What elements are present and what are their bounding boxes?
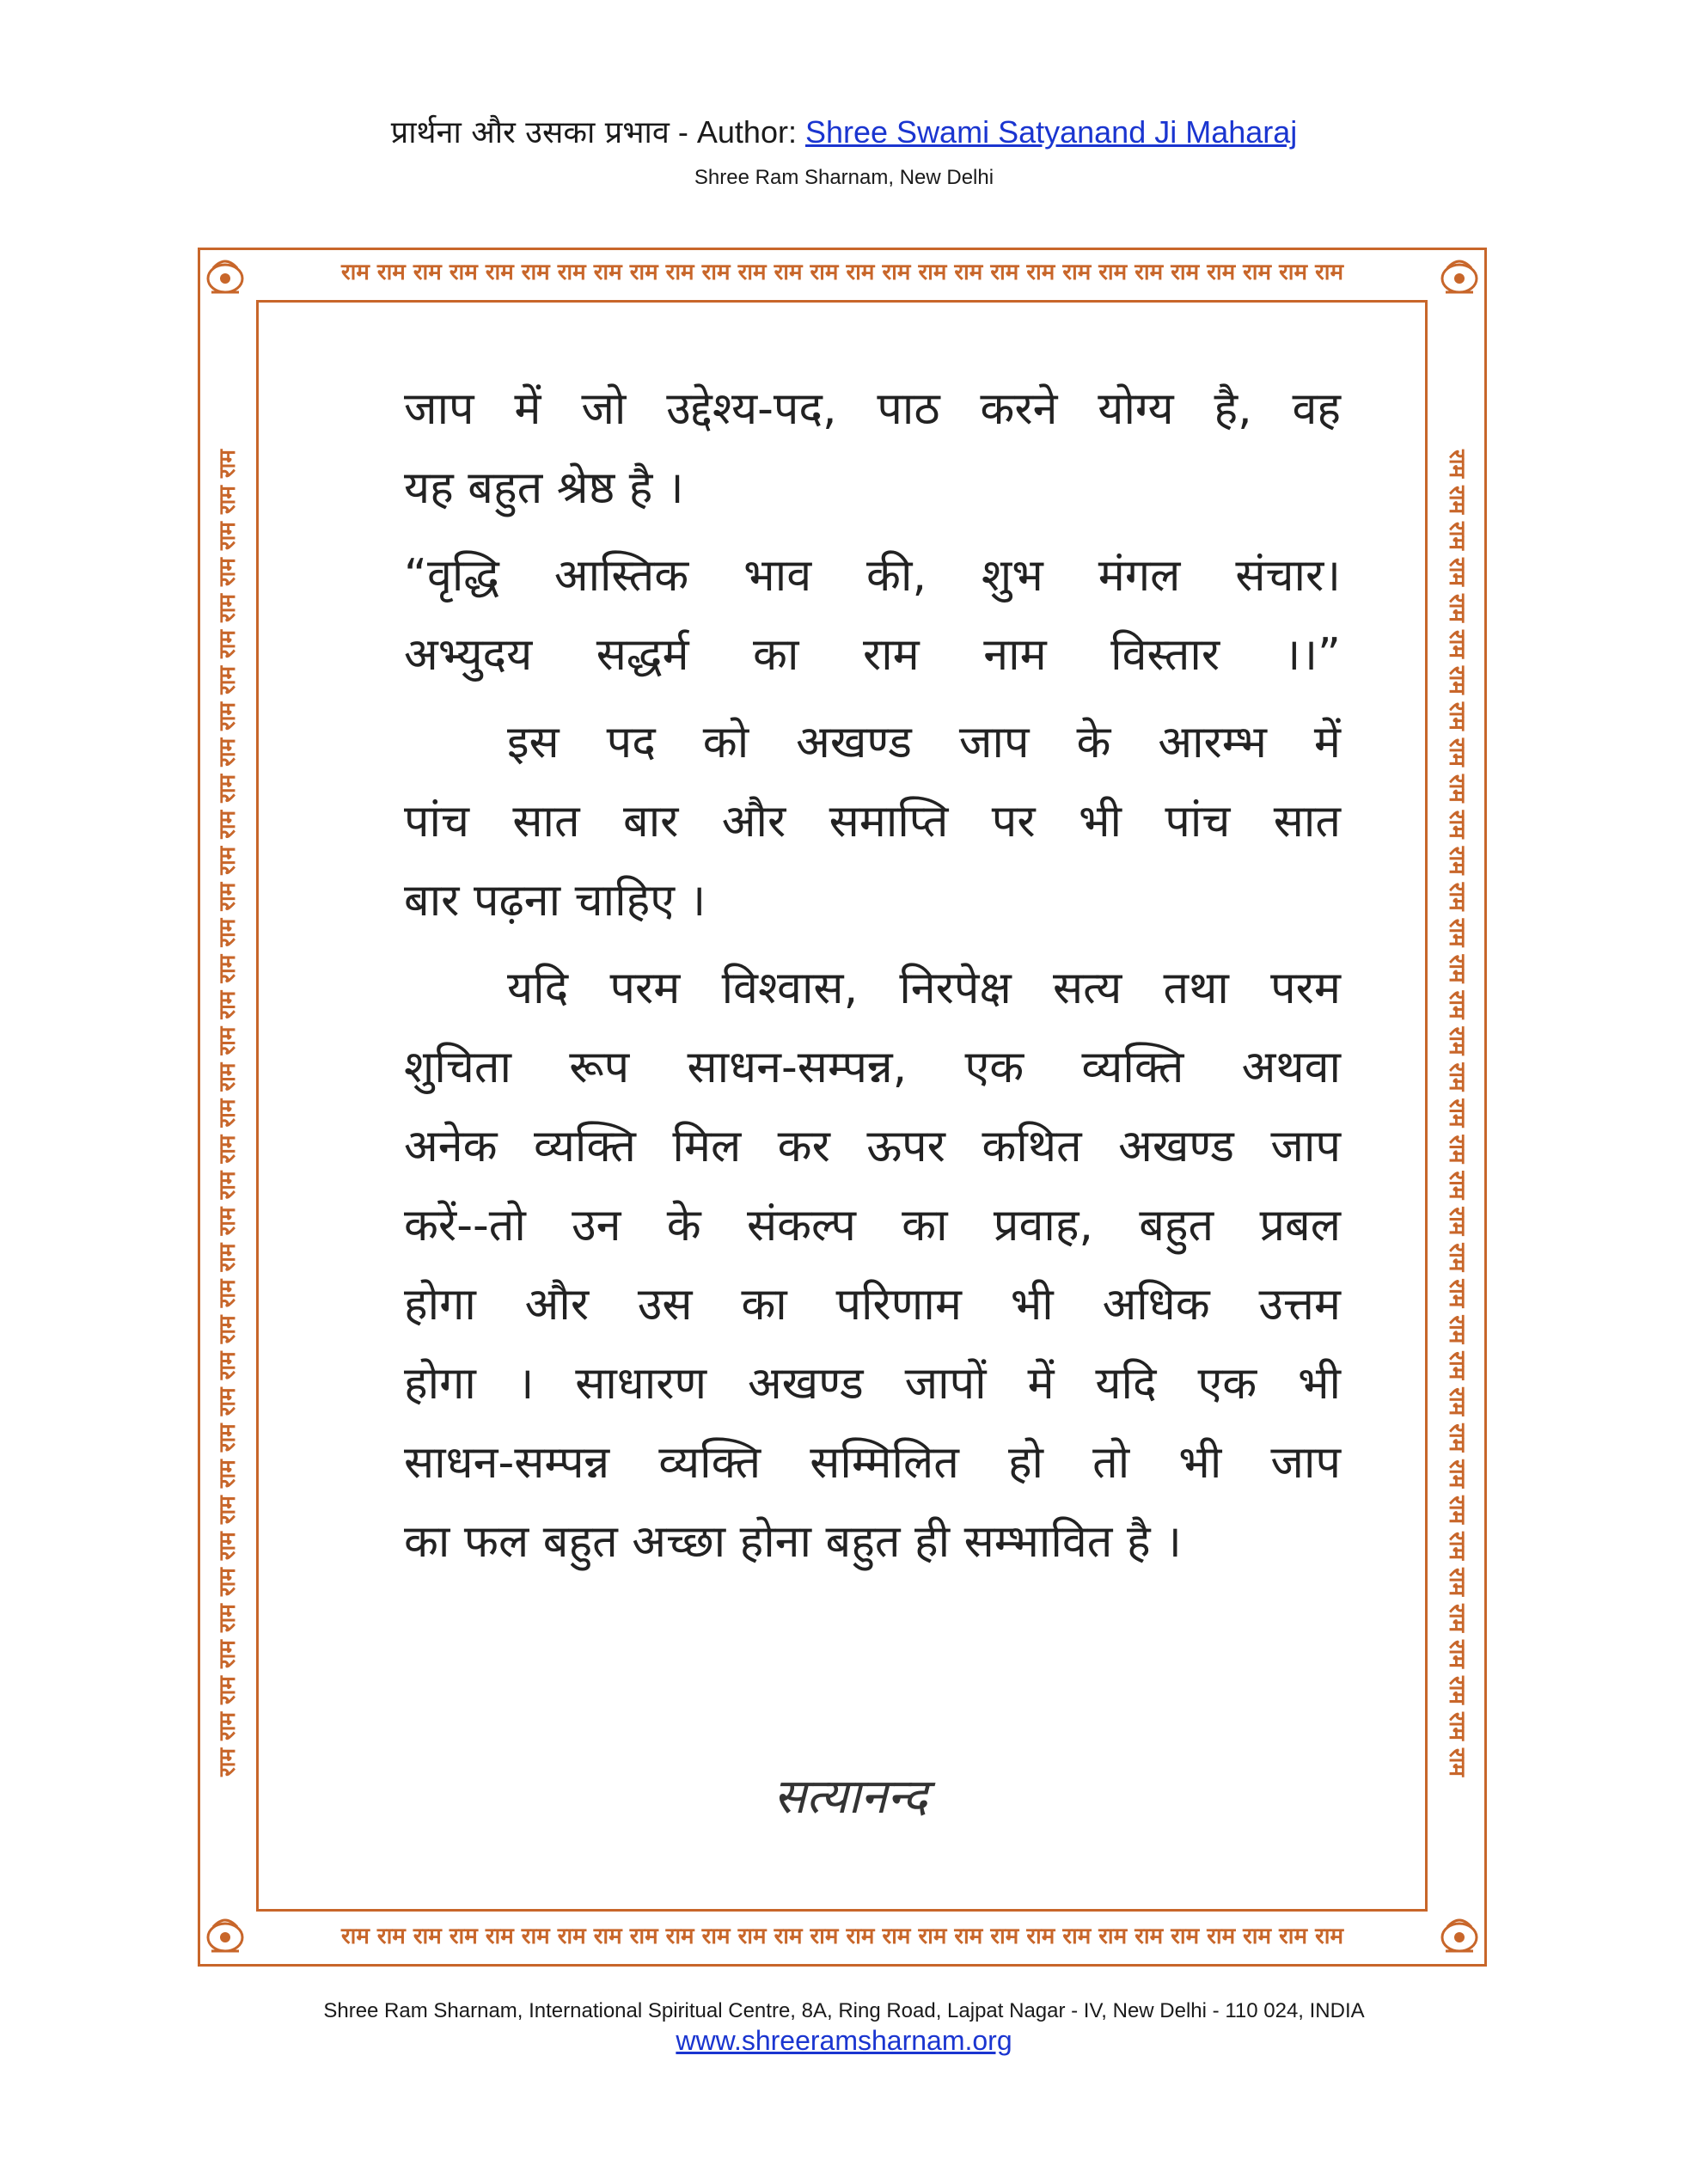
page-header bbox=[0, 112, 1688, 154]
signature: सत्यानन्द bbox=[774, 1769, 928, 1825]
body-line: शुचिता रूप साधन-सम्पन्न, एक व्यक्ति अथवा bbox=[404, 1042, 1341, 1093]
body-line: यदि परम विश्वास, निरपेक्ष सत्य तथा परम bbox=[507, 963, 1341, 1014]
body-line: बार पढ़ना चाहिए । bbox=[404, 875, 706, 927]
body-line: इस पद को अखण्ड जाप के आरम्भ में bbox=[507, 717, 1341, 768]
kalash-ornament-icon bbox=[1435, 249, 1483, 297]
border-text-top: राम राम राम राम राम राम राम राम राम राम राम राम राम राम राम राम राम राम राम राम राम राम राम राम राम राम राम राम bbox=[340, 260, 1344, 285]
page-subtitle: Shree Ram Sharnam, New Delhi bbox=[694, 166, 994, 189]
body-line: अनेक व्यक्ति मिल कर ऊपर कथित अखण्ड जाप bbox=[404, 1121, 1341, 1172]
border-text-bottom: राम राम राम राम राम राम राम राम राम राम राम राम राम राम राम राम राम राम राम राम राम राम राम राम राम राम राम राम bbox=[340, 1924, 1344, 1949]
border-text-right-label: राम राम राम राम राम राम राम राम राम राम राम राम राम राम राम राम राम राम राम राम राम राम राम राम राम राम राम राम राम राम राम राम राम राम राम राम राम bbox=[1444, 450, 1470, 1777]
body-line: पांच सात बार और समाप्ति पर भी पांच सात bbox=[404, 796, 1341, 847]
document-title: प्रार्थना और उसका प्रभाव bbox=[390, 115, 670, 150]
website-link[interactable]: www.shreeramsharnam.org bbox=[676, 2025, 1012, 2056]
author-prefix: - Author: bbox=[677, 114, 797, 150]
footer-website bbox=[0, 2025, 1688, 2057]
body-line: यह बहुत श्रेष्ठ है । bbox=[404, 462, 684, 514]
verse-line: “वृद्धि आस्तिक भाव की, शुभ मंगल संचार। bbox=[404, 550, 1341, 602]
kalash-ornament-icon bbox=[201, 249, 249, 297]
border-text-left-label: राम राम राम राम राम राम राम राम राम राम राम राम राम राम राम राम राम राम राम राम राम राम राम राम राम राम राम राम राम राम राम राम राम राम राम राम राम bbox=[215, 450, 241, 1777]
verse-line: अभ्युदय सद्धर्म का राम नाम विस्तार ।।” bbox=[404, 629, 1341, 681]
body-line: होगा । साधारण अखण्ड जापों में यदि एक भी bbox=[404, 1358, 1341, 1410]
body-line: का फल बहुत अच्छा होना बहुत ही सम्भावित है । bbox=[404, 1516, 1182, 1568]
border-text-right bbox=[1439, 322, 1475, 1904]
body-line: जाप में जो उद्देश्य-पद, पाठ करने योग्य है, वह bbox=[404, 383, 1341, 435]
footer-address: Shree Ram Sharnam, International Spiritual Centre, 8A, Ring Road, Lajpat Nagar - IV, New Delhi - 110 024, INDIA bbox=[323, 1999, 1365, 2022]
body-text bbox=[404, 370, 1341, 1581]
body-line: साधन-सम्पन्न व्यक्ति सम्मिलित हो तो भी जाप bbox=[404, 1437, 1341, 1489]
kalash-ornament-icon bbox=[201, 1908, 249, 1956]
body-line: होगा और उस का परिणाम भी अधिक उत्तम bbox=[404, 1279, 1341, 1331]
body-line: करें--तो उन के संकल्प का प्रवाह, बहुत प्रबल bbox=[404, 1200, 1341, 1251]
kalash-ornament-icon bbox=[1435, 1908, 1483, 1956]
author-link[interactable]: Shree Swami Satyanand Ji Maharaj bbox=[804, 114, 1298, 150]
border-text-left bbox=[210, 322, 246, 1904]
